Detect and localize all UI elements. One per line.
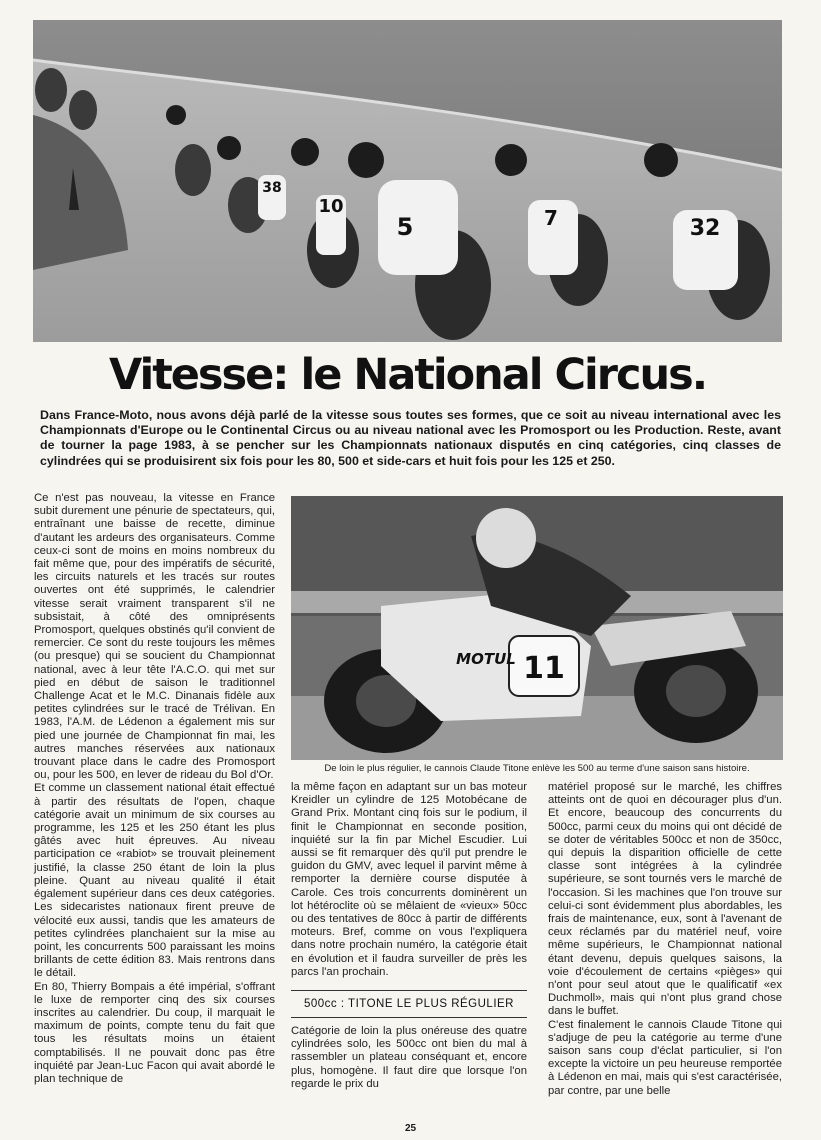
bib-number-label: 11 (523, 651, 565, 686)
paragraph: la même façon en adaptant sur un bas moteur Kreidler un cylindre de 125 Motobécane de Grand Prix. Montant cinq fois sur le podium, il finit le Championnat en seconde position, inquiété sur la fin par Michel Escudier. Lui aussi se fit remarquer dès qu'il put prendre le guidon du GMV, avec lequel il parvint même à remporter la dernière course disputée à Carole. Ces trois concurrents dominèrent un lot hétéroclite où se mêlaient de «vieux» 50cc ou des tentatives de 80cc à partir de différents moteurs. Bref, comme on vous l'expliquera dans notre prochain numéro, la catégorie était en évolution et il faudra surveiller de près les parcs l'an prochain. (291, 781, 527, 978)
photo-caption: De loin le plus régulier, le cannois Claude Titone enlève les 500 au terme d'une saison sans histoire. (324, 763, 750, 774)
paragraph: Catégorie de loin la plus onéreuse des quatre cylindrées solo, les 500cc ont bien du mal à rassembler un plateau conséquant et, encore plus, homogène. Il faut dire que lorsque l'on regarde le prix du (291, 1025, 527, 1090)
paragraph: Et comme un classement national était effectué à partir des résultats de l'open, chaque catégorie avait un minimum de six courses au programme, les 125 et les 250 étant les plus gâtés avec huit épreuves. Au niveau participation ce «rabiot» se trouvait pleinement justifié, la classe 250 étant de loin la plus pleine. Quant au niveau qualité il était également supérieur dans ces deux catégories. Les sidecaristes nationaux firent preuve de vélocité eux aussi, tandis que les amateurs de petites cylindrées planchaient sur la mise au point, les concurrents 500 paraissant les moins brillants de cette édition 83. Mais rentrons dans le détail. (34, 782, 275, 980)
article-title: Vitesse: le National Circus. (108, 350, 707, 400)
paragraph: Ce n'est pas nouveau, la vitesse en France subit durement une pénurie de spectateurs, qui, entraînant une baisse de recette, diminue d'autant les ardeurs des organisateurs. Comme ceux-ci sont de moins en moins nombreux du fait même que, pour des impératifs de sécurité, les circuits naturels et les tracés sur routes ouvertes ont été supprimés, le calendrier vitesse serait vraiment transparent s'il ne subsistait, à côté des omniprésents Promosport, quelques obstinés qu'il convient de remercier. Ce sont du reste toujours les mêmes (ou presque) qui se soucient du Championnat national, avec à leur tête l'A.C.O. qui met sur pied en début de saison le traditionnel Challenge Acat et le M.C. Dinanais fidèle aux petites cylindrées sur le tracé de Trélivan. En 1983, l'A.M. de Lédenon a également mis sur pied une journée de Championnat fin mai, les autres manches réservées aux nationaux trouvant place dans le cadre des Promosport ou, pour les 500, en lever de rideau du Bol d'Or. (34, 492, 275, 782)
bib-number-label: 5 (396, 213, 414, 241)
rider-illustration (291, 496, 783, 760)
article-intro: Dans France-Moto, nous avons déjà parlé de la vitesse sous toutes ses formes, que ce soit au niveau international avec les Championnats d'Europe ou le Continental Circus ou au niveau national avec les Promosport ou les Production. Reste, avant de tourner la page 1983, à se pencher sur les Championnats nationaux disputés en cinq catégories, cinq classes de cylindrées qui se produisirent six fois pour les 80, 500 et side-cars et huit fois pour les 125 et 250. (40, 408, 781, 468)
text-column-2-bottom (291, 1025, 527, 1091)
bib-number-label: 38 (262, 180, 282, 196)
page-number: 25 (404, 1123, 417, 1134)
text-column-1 (34, 492, 275, 1086)
race-photo-top (33, 20, 782, 342)
race-pack-illustration (33, 20, 782, 342)
text-column-2-top (291, 781, 527, 979)
sponsor-label: MOTUL (456, 650, 516, 668)
rider-photo-titone (291, 496, 783, 760)
paragraph: C'est finalement le cannois Claude Titone qui s'adjuge de peu la catégorie au terme d'une saison sans coup d'éclat particulier, si l'on excepte la victoire un peu heureuse remportée à Lédenon en mai, mais qui s'est caractérisée, par contre, par une belle (548, 1018, 782, 1097)
bib-number-label: 10 (318, 196, 344, 217)
paragraph: matériel proposé sur le marché, les chiffres atteints ont de quoi en décourager plus d'un. Et encore, beaucoup des concurrents du 500cc, parmi ceux du moins qui ont décidé de se doter de véritables 500cc et non de 350cc, qui depuis la disparition officielle de cette classe sont intégrées à la cylindrée supérieure, se sont tournés vers le marché de l'occasion. Si les machines que l'on trouve sur celui-ci sont évidemment plus abordables, les frais de maintenance, eux, sont à l'avenant de ceux réclamés par du matériel neuf, voire même supérieurs, le Championnat national étant devenu, depuis quelques saisons, la voie d'écoulement de certains «pièges» qui n'ont pour seul atout que le qualificatif «ex Duchmoll», mais qui n'ont plus grand chose dans le buffet. (548, 781, 782, 1018)
bib-number-label: 7 (544, 206, 558, 230)
text-column-3 (548, 781, 782, 1098)
bib-number-label: 32 (689, 216, 721, 241)
section-subheading: 500cc : TITONE LE PLUS RÉGULIER (291, 990, 527, 1018)
paragraph: En 80, Thierry Bompais a été impérial, s'offrant le luxe de remporter cinq des six courses inscrites au calendrier. Du coup, il marquait le maximum de points, compte tenu du fait que tous les résultats moins un étaient comptabilisés. Il ne pouvait donc pas être inquiété par Jean-Luc Facon qui avait abordé le plan technique de (34, 980, 275, 1085)
